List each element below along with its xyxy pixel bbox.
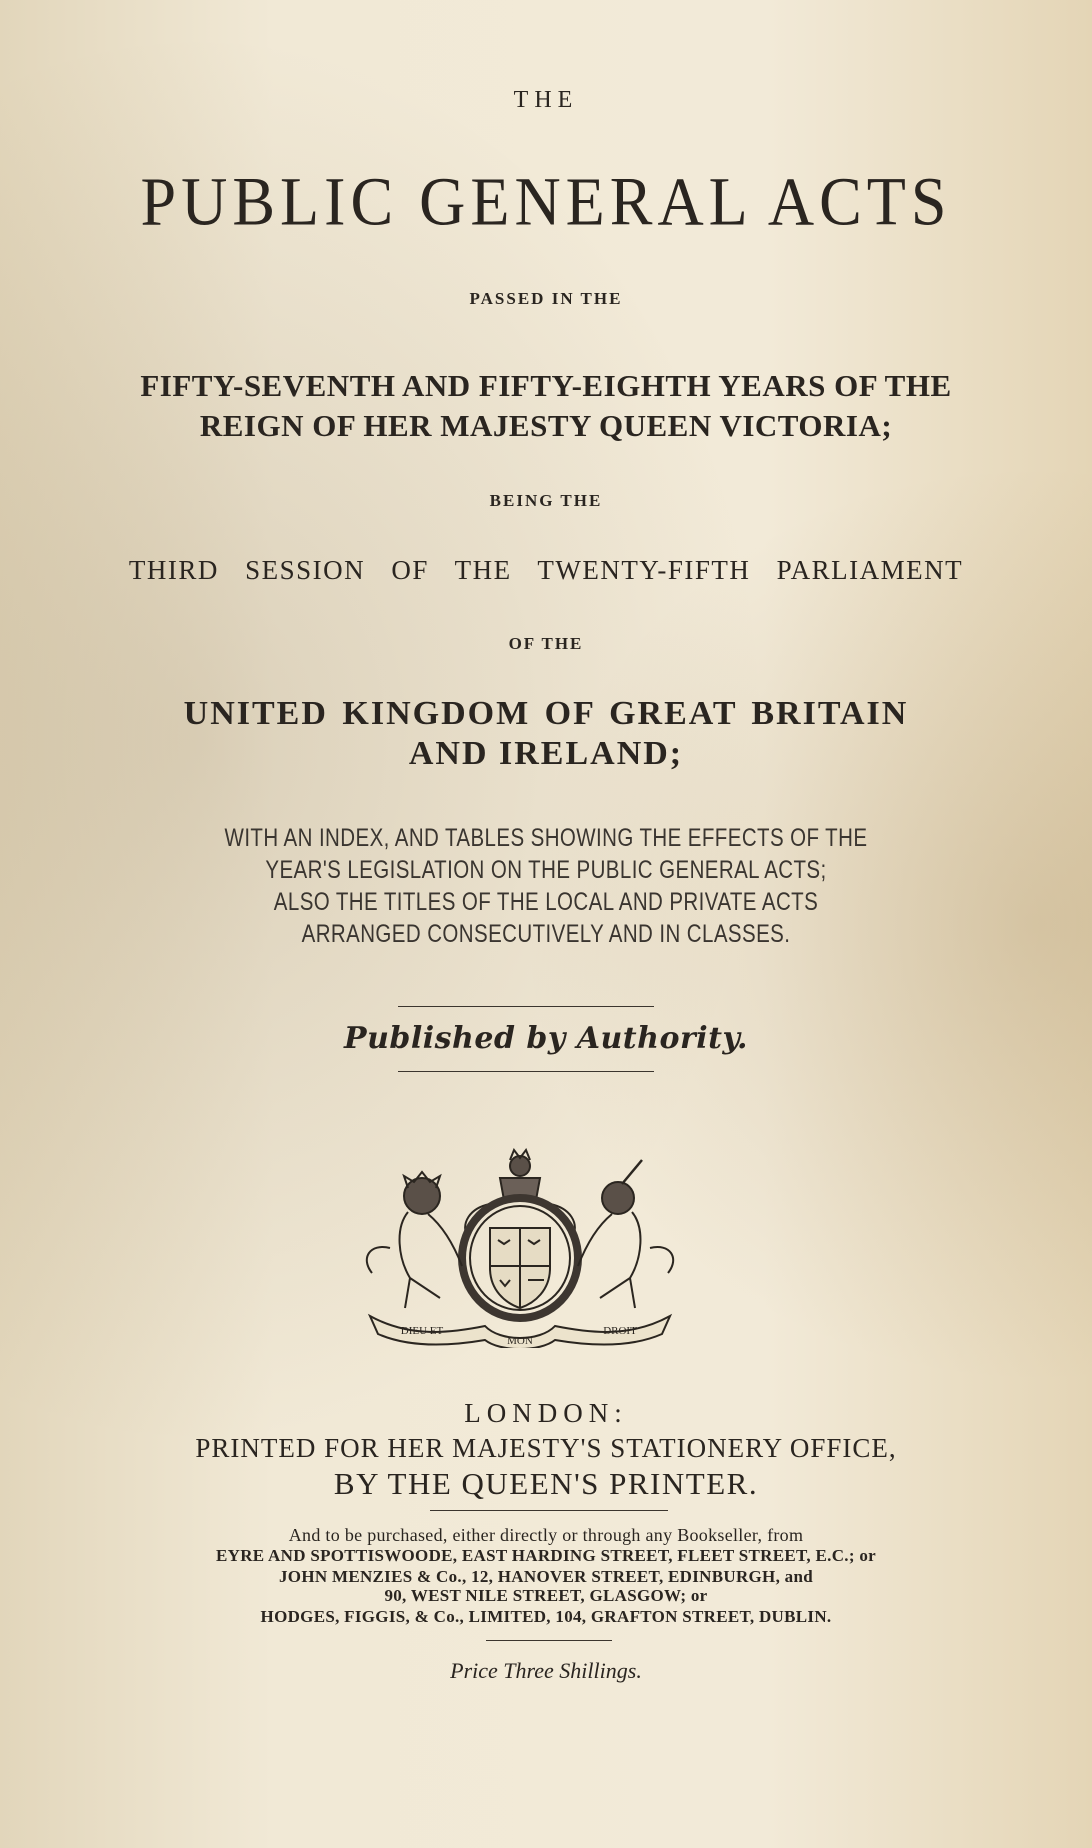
- divider: [430, 1510, 668, 1511]
- purchase-line: JOHN MENZIES & Co., 12, HANOVER STREET, EDINBURGH, and: [279, 1567, 813, 1586]
- title-the: THE: [513, 87, 579, 113]
- price: Price Three Shillings.: [450, 1658, 642, 1683]
- imprint-printer: BY THE QUEEN'S PRINTER.: [333, 1466, 759, 1501]
- kingdom-line-2: AND IRELAND;: [408, 735, 684, 772]
- motto-left: DIEU ET: [400, 1325, 444, 1337]
- motto-right: DROIT: [603, 1325, 637, 1337]
- kingdom-line-1: UNITED KINGDOM OF GREAT BRITAIN: [183, 695, 909, 732]
- of-the-label: OF THE: [508, 634, 584, 653]
- purchase-line: 90, WEST NILE STREET, GLASGOW; or: [384, 1586, 708, 1605]
- years-line-2: REIGN OF HER MAJESTY QUEEN VICTORIA;: [199, 408, 893, 443]
- session-line: THIRD SESSION OF THE TWENTY-FIFTH PARLIAMENT: [128, 555, 964, 585]
- years-line-1: FIFTY-SEVENTH AND FIFTY-EIGHTH YEARS OF THE: [140, 368, 952, 403]
- being-the-label: BEING THE: [489, 491, 603, 510]
- imprint-city: LONDON:: [464, 1398, 628, 1428]
- imprint-printed-for: PRINTED FOR HER MAJESTY'S STATIONERY OFFICE,: [195, 1433, 897, 1463]
- purchase-line: HODGES, FIGGIS, & Co., LIMITED, 104, GRAFTON STREET, DUBLIN.: [260, 1607, 832, 1626]
- purchase-line: And to be purchased, either directly or through any Bookseller, from: [288, 1525, 804, 1545]
- index-line: ALSO THE TITLES OF THE LOCAL AND PRIVATE ACTS: [273, 888, 819, 916]
- divider: [398, 1071, 654, 1072]
- index-line: ARRANGED CONSECUTIVELY AND IN CLASSES.: [301, 920, 791, 948]
- passed-in-the-label: PASSED IN THE: [469, 289, 623, 308]
- motto-center: MON: [507, 1335, 533, 1347]
- index-line: YEAR'S LEGISLATION ON THE PUBLIC GENERAL ACTS;: [265, 856, 827, 884]
- divider: [486, 1640, 612, 1641]
- index-line: WITH AN INDEX, AND TABLES SHOWING THE EFFECTS OF THE: [224, 824, 868, 852]
- main-title: PUBLIC GENERAL ACTS: [140, 163, 952, 240]
- royal-coat-of-arms-icon: [350, 1148, 690, 1348]
- published-by-authority: Published by Authority.: [344, 1021, 748, 1056]
- divider: [398, 1006, 654, 1007]
- purchase-line: EYRE AND SPOTTISWOODE, EAST HARDING STREET, FLEET STREET, E.C.; or: [216, 1546, 876, 1565]
